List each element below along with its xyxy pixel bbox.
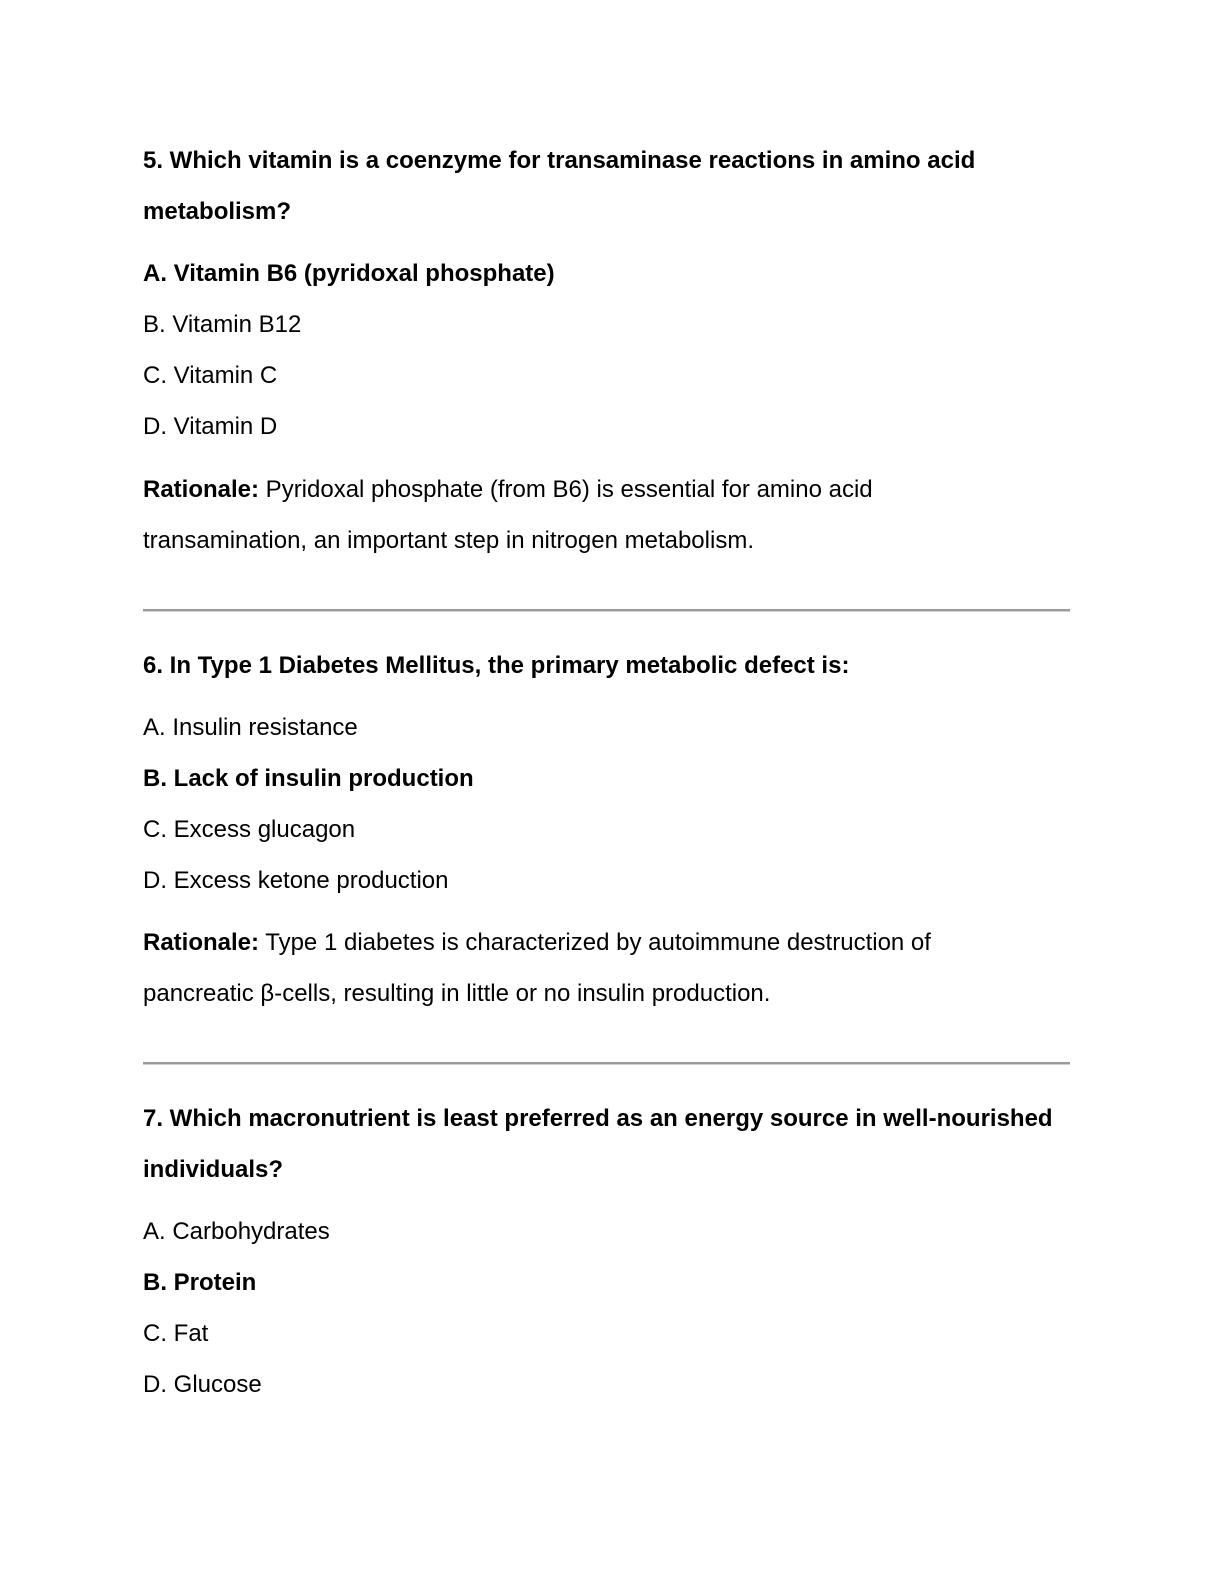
question-6-option-b: B. Lack of insulin production bbox=[143, 765, 474, 792]
question-6-text-line-1: 6. In Type 1 Diabetes Mellitus, the primary metabolic defect is: bbox=[143, 652, 850, 679]
question-5-option-c: C. Vitamin C bbox=[143, 362, 278, 389]
rationale-text: Pyridoxal phosphate (from B6) is essential for amino acid bbox=[259, 476, 873, 503]
section-divider bbox=[143, 609, 1070, 612]
question-7-option-a: A. Carbohydrates bbox=[143, 1218, 330, 1245]
question-7-option-c: C. Fat bbox=[143, 1320, 209, 1347]
rationale-label: Rationale: bbox=[143, 929, 260, 956]
question-7-option-b: B. Protein bbox=[143, 1269, 257, 1296]
document-page bbox=[143, 0, 1073, 1584]
question-6-rationale-line-1 bbox=[143, 928, 931, 958]
question-7-text-line-1: 7. Which macronutrient is least preferred as an energy source in well-nourished bbox=[143, 1105, 1053, 1132]
question-6-option-a: A. Insulin resistance bbox=[143, 714, 358, 741]
question-6-rationale-line-2: pancreatic β-cells, resulting in little or no insulin production. bbox=[143, 980, 771, 1007]
section-divider bbox=[143, 1062, 1070, 1065]
question-5-rationale-line-1 bbox=[143, 475, 873, 505]
question-5-text-line-2: metabolism? bbox=[143, 198, 292, 225]
question-6-option-d: D. Excess ketone production bbox=[143, 867, 449, 894]
question-7-option-d: D. Glucose bbox=[143, 1371, 262, 1398]
rationale-label: Rationale: bbox=[143, 476, 260, 503]
question-7-text-line-2: individuals? bbox=[143, 1156, 284, 1183]
question-5-text-line-1: 5. Which vitamin is a coenzyme for transaminase reactions in amino acid bbox=[143, 147, 976, 174]
rationale-text: Type 1 diabetes is characterized by autoimmune destruction of bbox=[259, 929, 931, 956]
question-5-option-b: B. Vitamin B12 bbox=[143, 311, 302, 338]
question-5-option-a: A. Vitamin B6 (pyridoxal phosphate) bbox=[143, 260, 555, 287]
question-5-option-d: D. Vitamin D bbox=[143, 413, 278, 440]
question-6-option-c: C. Excess glucagon bbox=[143, 816, 356, 843]
question-5-rationale-line-2: transamination, an important step in nitrogen metabolism. bbox=[143, 527, 754, 554]
